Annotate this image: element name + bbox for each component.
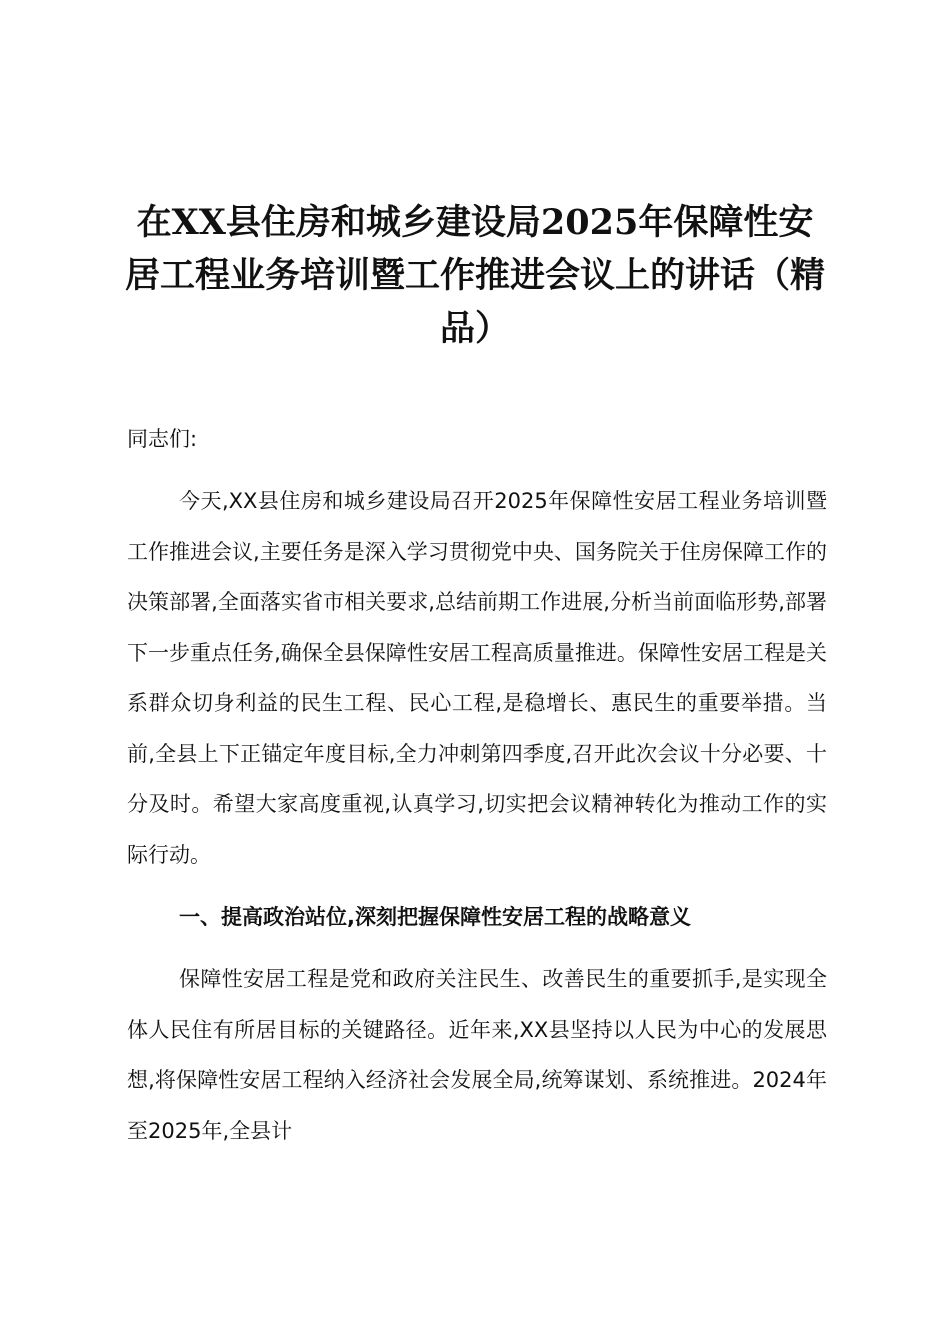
section-paragraph: 保障性安居工程是党和政府关注民生、改善民生的重要抓手,是实现全体人民住有所居目标的关键路径。近年来,XX县坚持以人民为中心的发展思想,将保障性安居工程纳入经济社会发展全局,统筹谋划、系统推进。2024年至2025年,全县计	[127, 967, 827, 1143]
salutation: 同志们:	[127, 427, 198, 451]
document-title: 在XX县住房和城乡建设局2025年保障性安居工程业务培训暨工作推进会议上的讲话（精品）	[124, 202, 825, 349]
section-heading: 一、提高政治站位,深刻把握保障性安居工程的战略意义	[179, 905, 691, 929]
document-body	[127, 414, 827, 1168]
intro-paragraph: 今天,XX县住房和城乡建设局召开2025年保障性安居工程业务培训暨工作推进会议,主要任务是深入学习贯彻党中央、国务院关于住房保障工作的决策部署,全面落实省市相关要求,总结前期工作进展,分析当前面临形势,部署下一步重点任务,确保全县保障性安居工程高质量推进。保障性安居工程是关系群众切身利益的民生工程、民心工程,是稳增长、惠民生的重要举措。当前,全县上下正锚定年度目标,全力冲刺第四季度,召开此次会议十分必要、十分及时。希望大家高度重视,认真学习,切实把会议精神转化为推动工作的实际行动。	[127, 489, 827, 867]
